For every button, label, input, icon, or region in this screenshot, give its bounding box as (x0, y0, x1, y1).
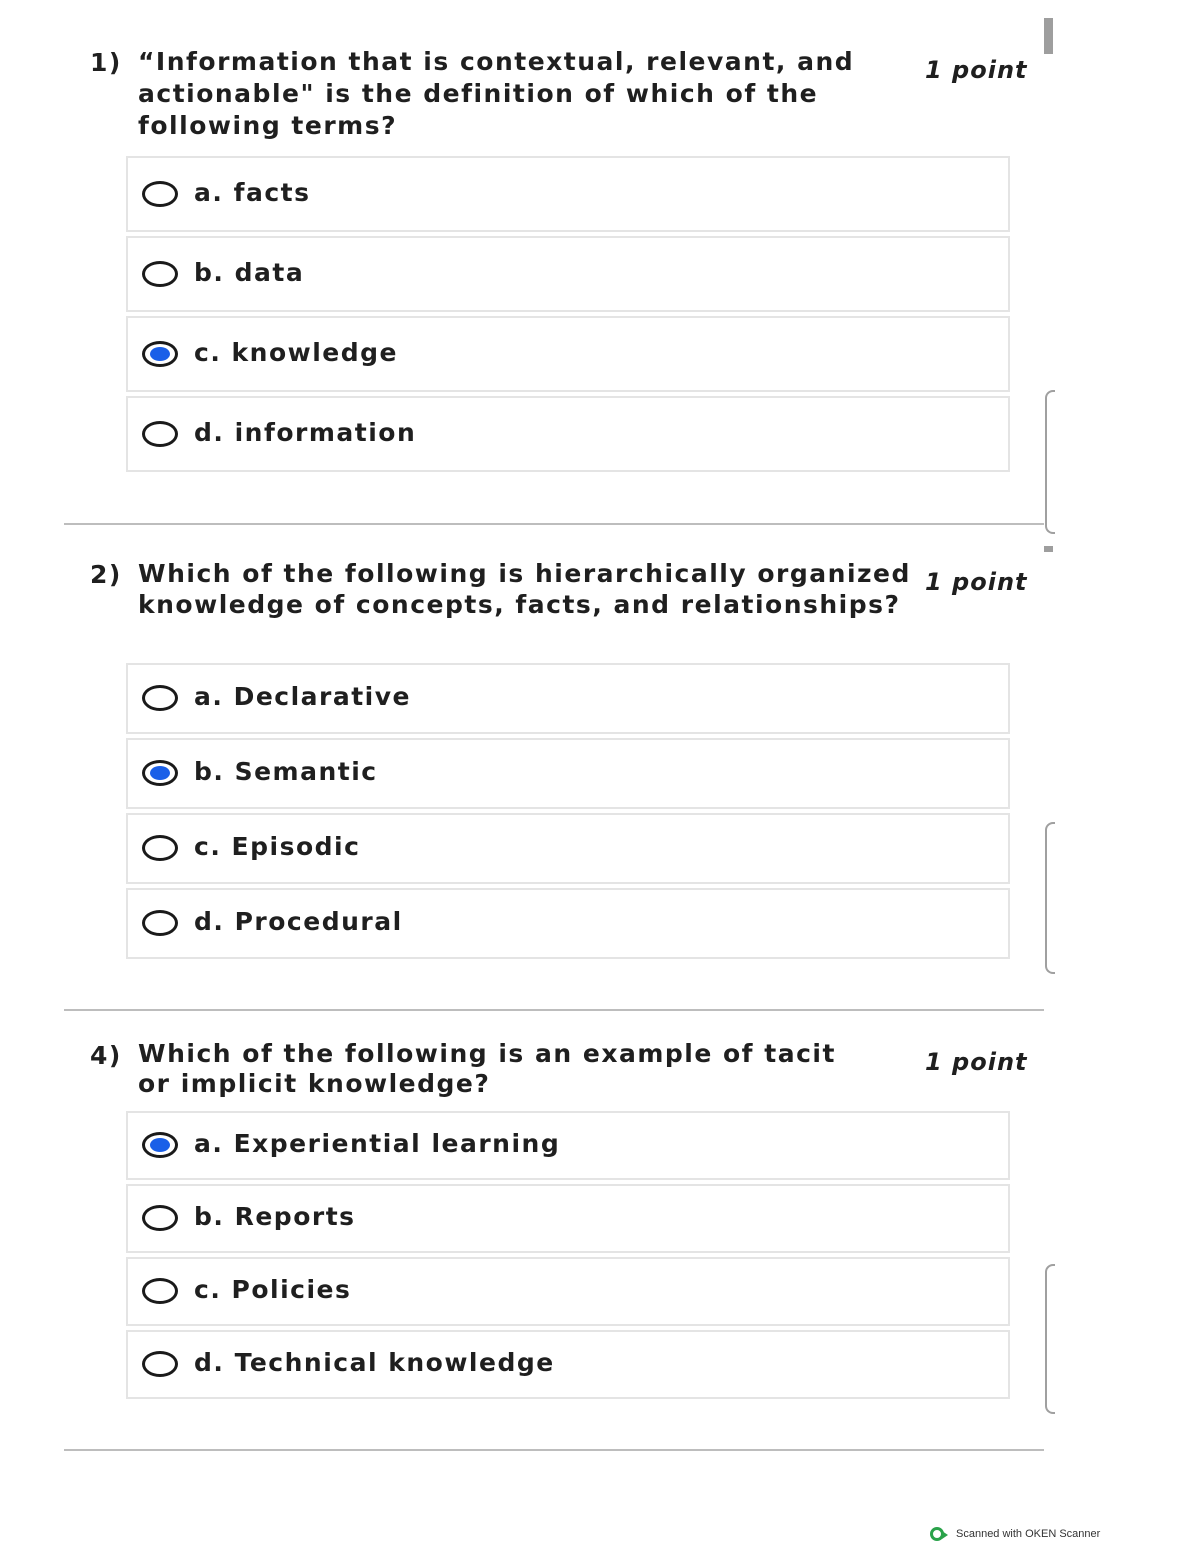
option-label: c. Episodic (194, 832, 361, 861)
radio-button[interactable] (142, 835, 178, 861)
option-label: d. information (194, 418, 417, 447)
radio-button[interactable] (142, 1205, 178, 1231)
option-label: c. knowledge (194, 338, 398, 367)
scrollbar-thumb[interactable] (1044, 18, 1053, 54)
scroll-indicator (1045, 822, 1055, 974)
options-list (126, 1111, 1010, 1403)
option-d[interactable] (126, 396, 1010, 472)
radio-button[interactable] (142, 1351, 178, 1377)
radio-button-checked[interactable] (142, 760, 178, 786)
radio-button[interactable] (142, 1278, 178, 1304)
radio-button-checked[interactable] (142, 1132, 178, 1158)
option-label: d. Technical knowledge (194, 1348, 555, 1377)
option-c[interactable] (126, 813, 1010, 884)
options-list (126, 663, 1010, 963)
points-label: 1 point (925, 56, 1028, 84)
option-label: b. Semantic (194, 757, 378, 786)
scanner-watermark (930, 1527, 1100, 1541)
radio-button-checked[interactable] (142, 341, 178, 367)
section-divider (64, 523, 1044, 525)
question-text: “Information that is contextual, relevant, and actionable" is the definition of which of the following terms? (138, 47, 855, 140)
option-label: a. Declarative (194, 682, 412, 711)
section-divider (64, 1009, 1044, 1011)
radio-button[interactable] (142, 421, 178, 447)
options-list (126, 156, 1010, 476)
option-a[interactable] (126, 663, 1010, 734)
points-label: 1 point (925, 568, 1028, 596)
option-b[interactable] (126, 738, 1010, 809)
scanner-text: Scanned with OKEN Scanner (956, 1528, 1101, 1540)
scroll-tick (1044, 546, 1053, 552)
option-c[interactable] (126, 1257, 1010, 1326)
option-label: d. Procedural (194, 907, 403, 936)
option-d[interactable] (126, 888, 1010, 959)
question-text: Which of the following is hierarchically organized knowledge of concepts, facts, and relationships? (138, 559, 911, 619)
option-d[interactable] (126, 1330, 1010, 1399)
option-label: b. data (194, 258, 305, 287)
question-number: 4) (90, 1041, 122, 1070)
radio-button[interactable] (142, 261, 178, 287)
question-number: 1) (90, 48, 122, 77)
option-label: c. Policies (194, 1275, 352, 1304)
option-b[interactable] (126, 1184, 1010, 1253)
option-label: b. Reports (194, 1202, 356, 1231)
scanner-logo-icon (930, 1527, 944, 1541)
radio-button[interactable] (142, 181, 178, 207)
option-a[interactable] (126, 1111, 1010, 1180)
scroll-indicator (1045, 390, 1055, 534)
section-divider (64, 1449, 1044, 1451)
points-label: 1 point (925, 1048, 1028, 1076)
radio-button[interactable] (142, 685, 178, 711)
option-c[interactable] (126, 316, 1010, 392)
scroll-indicator (1045, 1264, 1055, 1414)
option-label: a. Experiential learning (194, 1129, 561, 1158)
question-number: 2) (90, 560, 122, 589)
option-b[interactable] (126, 236, 1010, 312)
radio-button[interactable] (142, 910, 178, 936)
option-a[interactable] (126, 156, 1010, 232)
option-label: a. facts (194, 178, 311, 207)
question-text: Which of the following is an example of tacit or implicit knowledge? (138, 1039, 836, 1098)
